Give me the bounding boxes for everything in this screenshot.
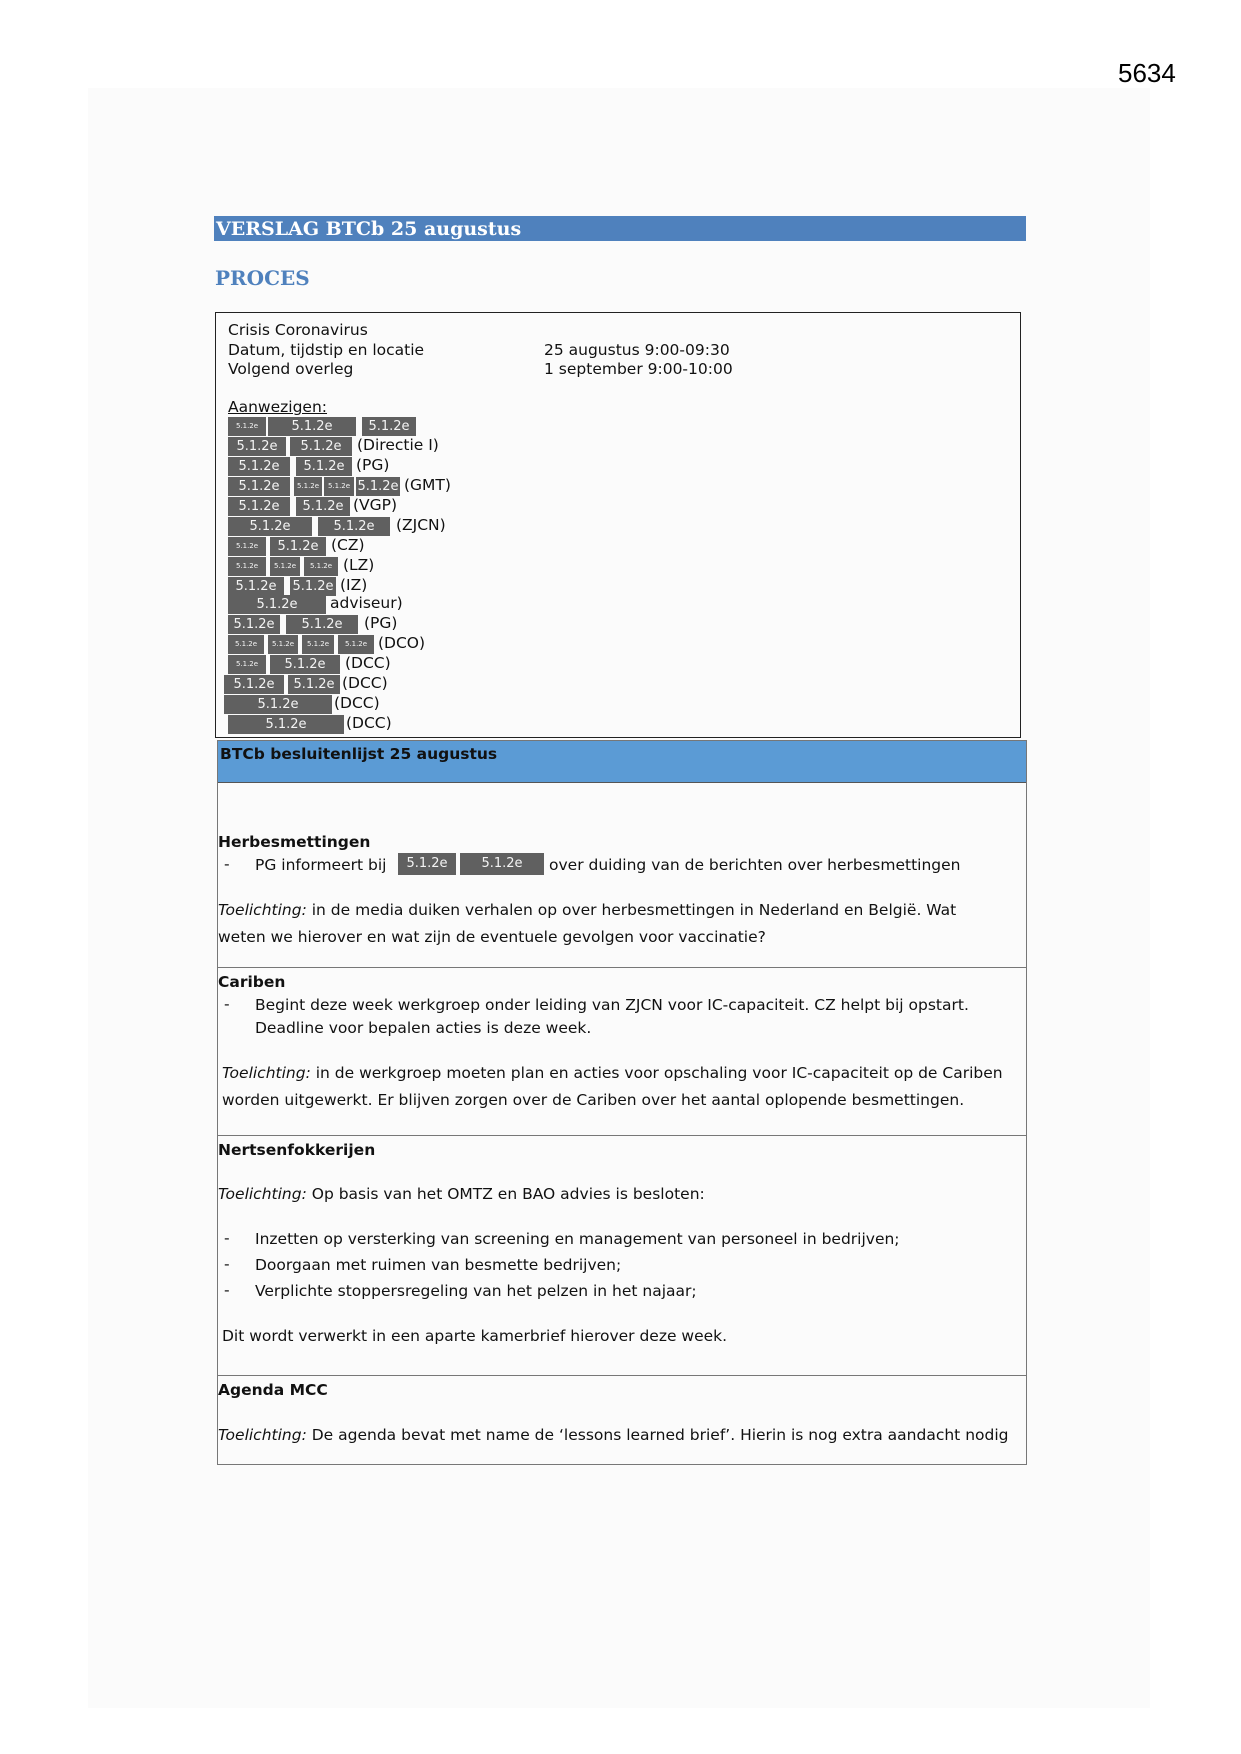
meeting-info-box <box>215 312 1021 738</box>
attendee-role: (PG) <box>356 456 390 474</box>
attendee-role: (DCC) <box>334 694 380 712</box>
redaction-block: 5.1.2e <box>228 457 290 476</box>
redaction-block: 5.1.2e <box>302 635 334 654</box>
redaction-block: 5.1.2e <box>228 437 286 456</box>
redaction-block: 5.1.2e <box>228 557 266 576</box>
redaction-block: 5.1.2e <box>228 577 284 596</box>
nertsen-item: Doorgaan met ruimen van besmette bedrijven; <box>255 1256 622 1274</box>
redaction-block: 5.1.2e <box>288 675 340 694</box>
redaction-block: 5.1.2e <box>228 655 266 674</box>
herbesmettingen-item-suffix: over duiding van de berichten over herbesmettingen <box>549 856 961 874</box>
herbesmettingen-toelichting-line1: Toelichting: in de media duiken verhalen op over herbesmettingen in Nederland en België. Wat <box>218 901 957 919</box>
attendee-role: (DCO) <box>378 634 426 652</box>
redaction-block: 5.1.2e <box>268 635 298 654</box>
redaction-block: 5.1.2e <box>228 715 344 734</box>
herbesmettingen-heading: Herbesmettingen <box>218 833 371 851</box>
redaction-block: 5.1.2e <box>224 695 332 714</box>
agenda-toelichting: Toelichting: De agenda bevat met name de ‘lessons learned brief’. Hierin is nog extra aandacht nodig <box>218 1426 1009 1444</box>
row-divider <box>218 1375 1026 1376</box>
attendee-role: (IZ) <box>340 576 368 594</box>
redaction-block: 5.1.2e <box>228 537 266 556</box>
attendee-role: (PG) <box>364 614 398 632</box>
nertsen-closing: Dit wordt verwerkt in een aparte kamerbrief hierover deze week. <box>222 1327 728 1345</box>
redaction-block: 5.1.2e <box>296 457 352 476</box>
attendance-heading: Aanwezigen: <box>228 398 328 416</box>
decision-table <box>217 740 1027 1465</box>
redaction-block: 5.1.2e <box>228 517 312 536</box>
volgend-label: Volgend overleg <box>228 360 354 378</box>
list-dash: - <box>224 995 230 1013</box>
attendee-role: (ZJCN) <box>396 516 446 534</box>
redaction-block: 5.1.2e <box>270 655 340 674</box>
redaction-block: 5.1.2e <box>398 853 456 875</box>
attendee-role: (LZ) <box>343 556 375 574</box>
cariben-item-line2: Deadline voor bepalen acties is deze week. <box>255 1019 592 1037</box>
datum-label: Datum, tijdstip en locatie <box>228 341 425 359</box>
list-dash: - <box>224 1229 230 1247</box>
crisis-label: Crisis Coronavirus <box>228 321 368 339</box>
redaction-block: 5.1.2e <box>290 437 352 456</box>
nertsen-item: Verplichte stoppersregeling van het pelzen in het najaar; <box>255 1282 697 1300</box>
redaction-block: 5.1.2e <box>296 497 350 516</box>
agenda-heading: Agenda MCC <box>218 1381 328 1399</box>
redaction-block: 5.1.2e <box>228 497 290 516</box>
redaction-block: 5.1.2e <box>294 477 322 496</box>
row-divider <box>218 967 1026 968</box>
redaction-block: 5.1.2e <box>228 635 264 654</box>
attendee-role: (VGP) <box>353 496 398 514</box>
redaction-block: 5.1.2e <box>228 417 266 436</box>
list-dash: - <box>224 855 230 873</box>
redaction-block: 5.1.2e <box>290 577 336 596</box>
redaction-block: 5.1.2e <box>338 635 374 654</box>
cariben-heading: Cariben <box>218 973 286 991</box>
nertsen-item: Inzetten op versterking van screening en management van personeel in bedrijven; <box>255 1230 900 1248</box>
redaction-block: 5.1.2e <box>268 417 356 436</box>
decision-table-title: BTCb besluitenlijst 25 augustus <box>220 745 498 763</box>
redaction-block: 5.1.2e <box>318 517 390 536</box>
row-divider <box>218 1135 1026 1136</box>
section-heading: PROCES <box>215 266 310 290</box>
redaction-block: 5.1.2e <box>270 557 300 576</box>
cariben-toelichting-line1: Toelichting: in de werkgroep moeten plan en acties voor opschaling voor IC-capaciteit op de Cariben <box>222 1064 1003 1082</box>
nertsen-toelichting: Toelichting: Op basis van het OMTZ en BAO advies is besloten: <box>218 1185 705 1203</box>
redaction-block: 5.1.2e <box>228 615 280 634</box>
redaction-block: 5.1.2e <box>324 477 354 496</box>
report-title: VERSLAG BTCb 25 augustus <box>214 216 1026 241</box>
redaction-block: 5.1.2e <box>228 595 326 614</box>
list-dash: - <box>224 1281 230 1299</box>
list-dash: - <box>224 1255 230 1273</box>
attendee-role: (CZ) <box>331 536 365 554</box>
redaction-block: 5.1.2e <box>270 537 326 556</box>
attendee-role: adviseur) <box>330 594 403 612</box>
redaction-block: 5.1.2e <box>460 853 544 875</box>
attendee-role: (DCC) <box>342 674 388 692</box>
herbesmettingen-item-prefix: PG informeert bij <box>255 856 387 874</box>
page-number: 5634 <box>1118 58 1176 88</box>
redaction-block: 5.1.2e <box>286 615 358 634</box>
redaction-block: 5.1.2e <box>228 477 290 496</box>
nertsen-heading: Nertsenfokkerijen <box>218 1141 376 1159</box>
datum-value: 25 augustus 9:00-09:30 <box>544 341 730 359</box>
redaction-block: 5.1.2e <box>362 417 416 436</box>
volgend-value: 1 september 9:00-10:00 <box>544 360 733 378</box>
cariben-item-line1: Begint deze week werkgroep onder leiding van ZJCN voor IC-capaciteit. CZ helpt bij opstart. <box>255 996 969 1014</box>
cariben-toelichting-line2: worden uitgewerkt. Er blijven zorgen over de Cariben over het aantal oplopende besmettingen. <box>222 1091 965 1109</box>
attendee-role: (DCC) <box>345 654 391 672</box>
herbesmettingen-toelichting-line2: weten we hierover en wat zijn de eventuele gevolgen voor vaccinatie? <box>218 928 766 946</box>
attendee-role: (DCC) <box>346 714 392 732</box>
decision-table-header <box>218 741 1026 783</box>
attendee-role: (GMT) <box>404 476 451 494</box>
redaction-block: 5.1.2e <box>304 557 338 576</box>
redaction-block: 5.1.2e <box>224 675 284 694</box>
attendee-role: (Directie I) <box>357 436 439 454</box>
redaction-block: 5.1.2e <box>357 479 399 494</box>
